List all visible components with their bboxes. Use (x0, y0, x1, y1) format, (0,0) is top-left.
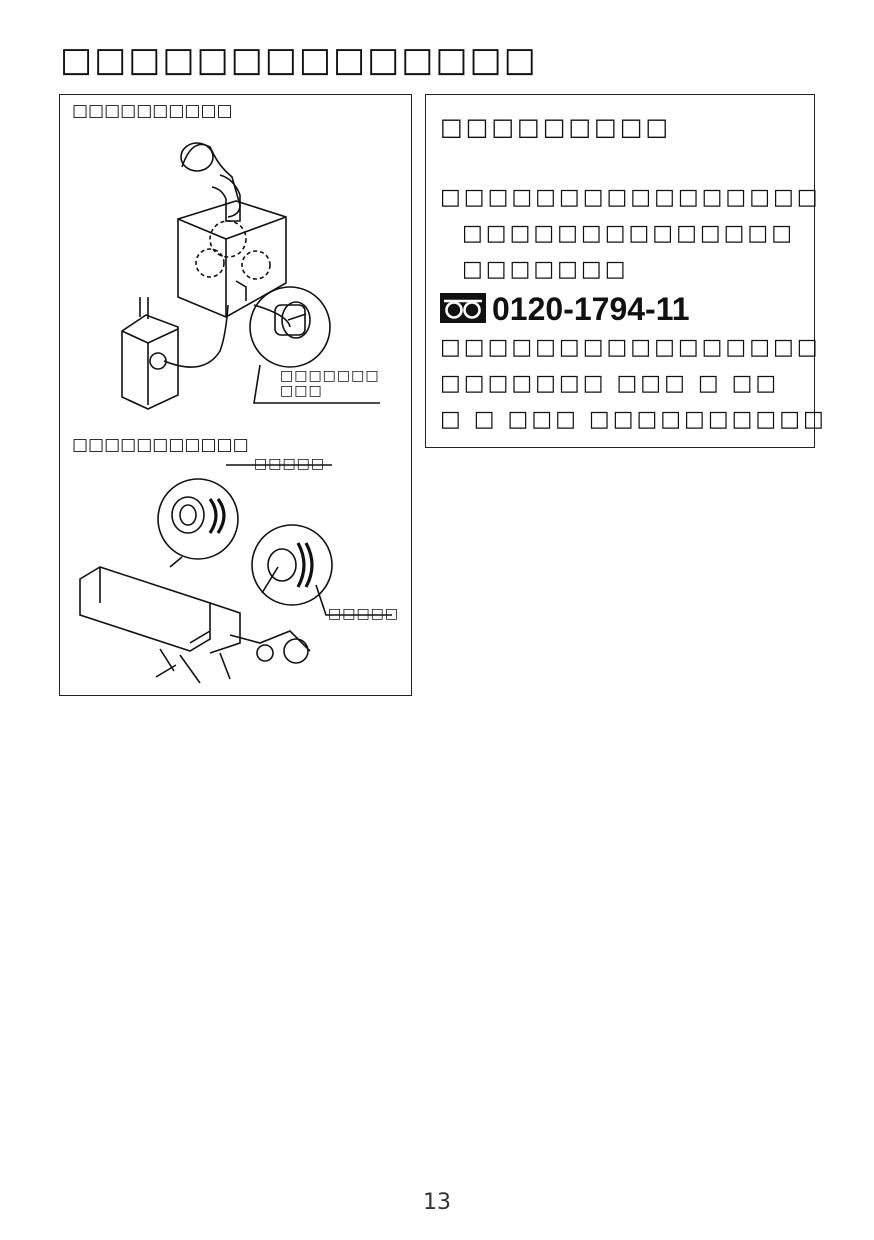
contact-panel (425, 94, 827, 448)
section2-callout-right: □□□□□ (328, 606, 400, 622)
phone-number[interactable]: 0120-1794-11 (492, 291, 690, 327)
illustration-panel (59, 94, 412, 696)
contact-line-6: □ □ □□□ □□□□□□□□□□ (440, 407, 827, 432)
section2-callout-top: □□□□□ (254, 456, 326, 472)
free-dial-icon-graphic (440, 293, 486, 323)
contact-line-4: □□□□□□□□□□□□□□□□ (440, 335, 821, 360)
contact-line-5: □□□□□□□ □□□ □ □□ (440, 371, 780, 396)
section1-callout-line2: □□□ (280, 383, 323, 399)
page-number: 13 (423, 1190, 451, 1215)
page-title: □□□□□□□□□□□□□□ (60, 40, 538, 80)
mixer-valve-illustration (80, 465, 392, 683)
contact-line-2: □□□□□□□□□□□□□□ (462, 221, 796, 246)
free-dial-icon (440, 293, 486, 327)
section2-label: □□□□□□□□□□□ (72, 435, 249, 455)
section1-label: □□□□□□□□□□ (72, 101, 233, 121)
contact-line-3: □□□□□□□ (462, 257, 629, 282)
phone-row (440, 291, 690, 328)
contact-line-1: □□□□□□□□□□□□□□□□ (440, 185, 821, 210)
contact-heading: □□□□□□□□□ (440, 113, 672, 141)
section1-callout (280, 369, 380, 399)
section1-callout-line1: □□□□□□□ (280, 368, 380, 384)
